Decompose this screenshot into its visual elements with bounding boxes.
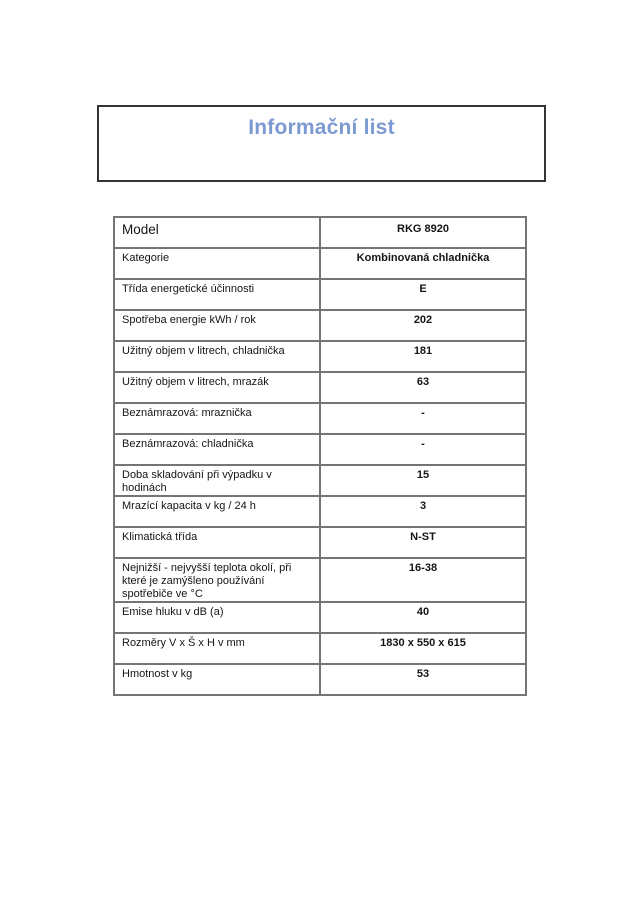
spec-label: Nejnižší - nejvyšší teplota okolí, při které je zamýšleno používání spotřebiče ve °C	[114, 558, 320, 602]
table-row	[114, 341, 526, 372]
spec-value: 40	[320, 602, 526, 633]
spec-label: Emise hluku v dB (a)	[114, 602, 320, 633]
spec-label: Kategorie	[114, 248, 320, 279]
spec-label: Doba skladování při výpadku v hodinách	[114, 465, 320, 496]
table-row	[114, 496, 526, 527]
spec-label: Rozměry V x Š x H v mm	[114, 633, 320, 664]
table-row	[114, 602, 526, 633]
table-row	[114, 664, 526, 695]
document-title: Informační list	[248, 116, 395, 139]
spec-label: Spotřeba energie kWh / rok	[114, 310, 320, 341]
spec-label: Třída energetické účinnosti	[114, 279, 320, 310]
spec-value: -	[320, 403, 526, 434]
title-box	[97, 105, 546, 182]
table-row	[114, 310, 526, 341]
table-row	[114, 248, 526, 279]
spec-value: Kombinovaná chladnička	[320, 248, 526, 279]
spec-value: 202	[320, 310, 526, 341]
table-row	[114, 558, 526, 602]
spec-label: Hmotnost v kg	[114, 664, 320, 695]
spec-value: 1830 x 550 x 615	[320, 633, 526, 664]
table-row	[114, 465, 526, 496]
spec-label: Klimatická třída	[114, 527, 320, 558]
spec-label: Užitný objem v litrech, chladnička	[114, 341, 320, 372]
spec-label: Model	[114, 217, 320, 248]
spec-value: -	[320, 434, 526, 465]
spec-value: 63	[320, 372, 526, 403]
spec-value: 3	[320, 496, 526, 527]
spec-value: RKG 8920	[320, 217, 526, 248]
spec-value: 181	[320, 341, 526, 372]
spec-value: E	[320, 279, 526, 310]
table-row	[114, 372, 526, 403]
spec-value: 15	[320, 465, 526, 496]
spec-label: Beznámrazová: chladnička	[114, 434, 320, 465]
table-row	[114, 527, 526, 558]
spec-value: N-ST	[320, 527, 526, 558]
table-row	[114, 403, 526, 434]
spec-label: Beznámrazová: mraznička	[114, 403, 320, 434]
table-row	[114, 217, 526, 248]
table-row	[114, 279, 526, 310]
spec-table	[113, 216, 527, 696]
spec-label: Užitný objem v litrech, mrazák	[114, 372, 320, 403]
table-row	[114, 633, 526, 664]
spec-value: 53	[320, 664, 526, 695]
spec-value: 16-38	[320, 558, 526, 602]
spec-label: Mrazící kapacita v kg / 24 h	[114, 496, 320, 527]
table-row	[114, 434, 526, 465]
